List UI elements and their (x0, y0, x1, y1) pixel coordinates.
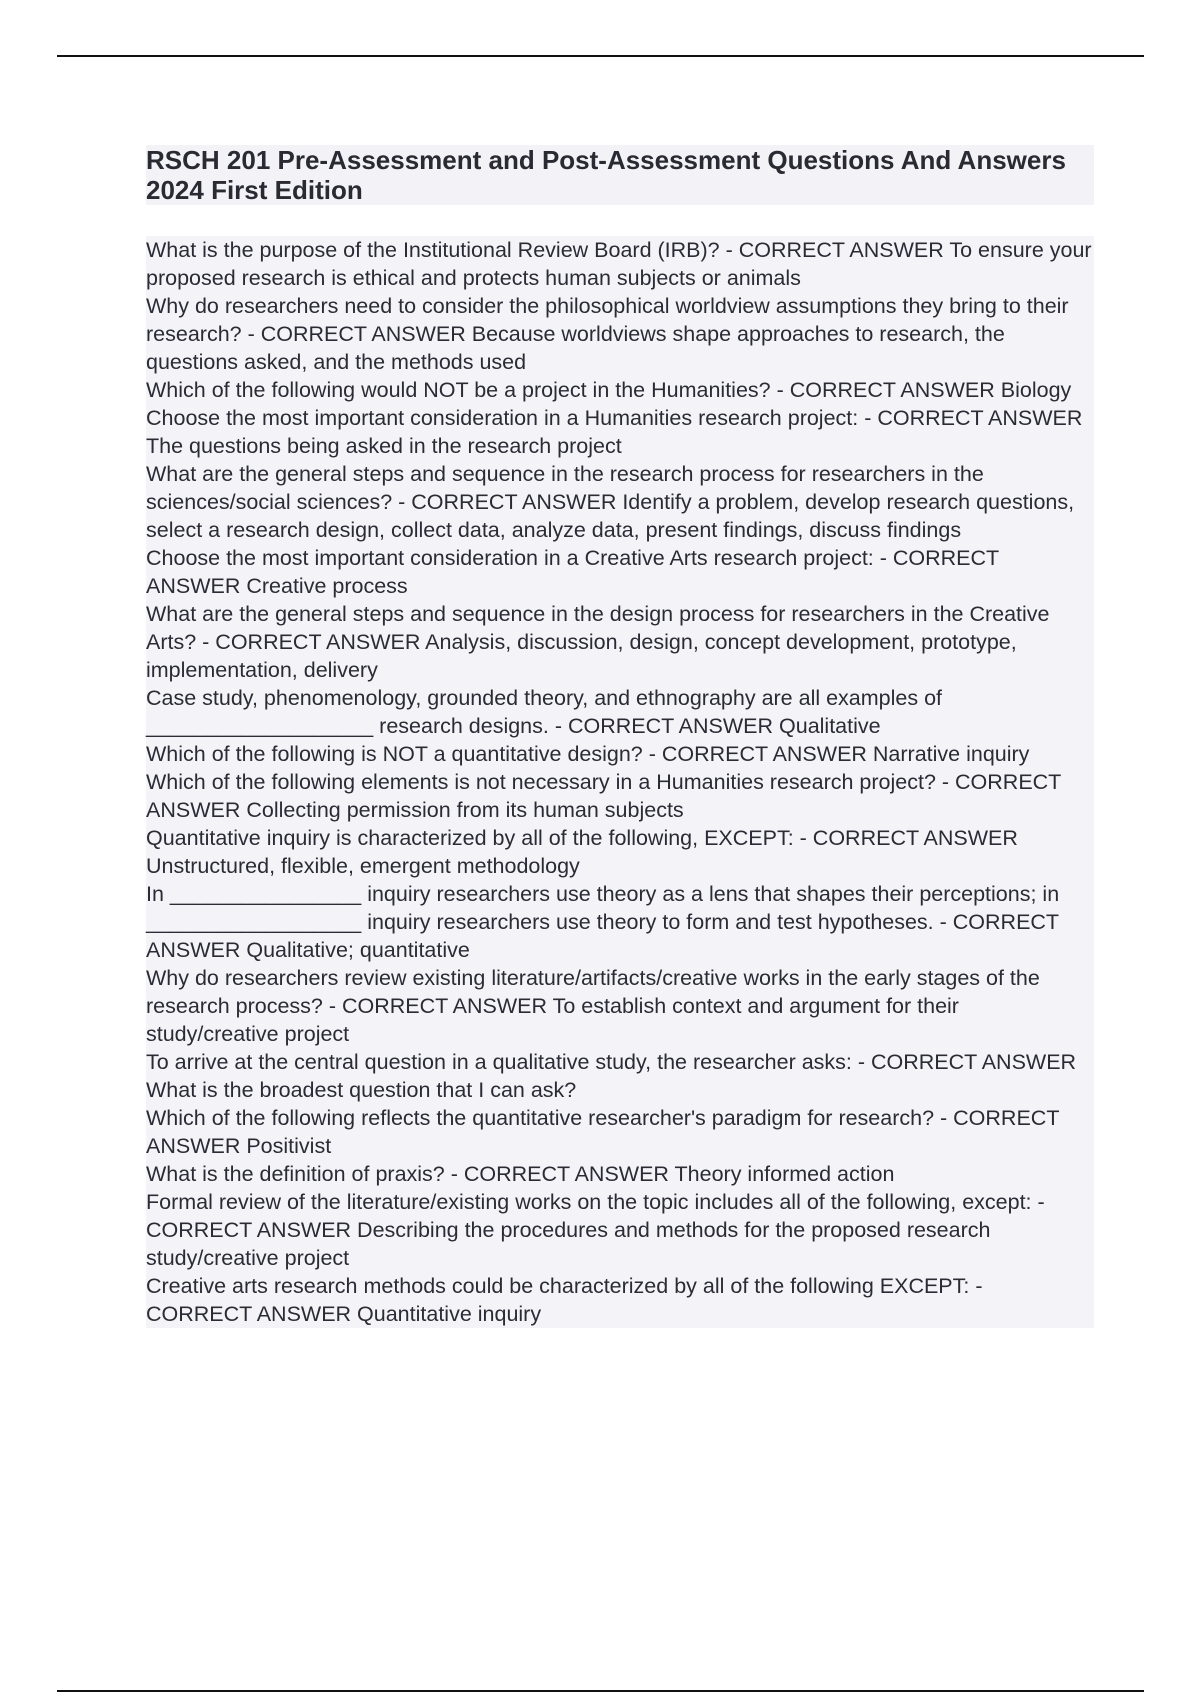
qa-item: What is the purpose of the Institutional Review Board (IRB)? - CORRECT ANSWER To ensure your proposed research is ethical and protects human subjects or animals (146, 236, 1094, 292)
qa-item: Which of the following reflects the quantitative researcher's paradigm for research? - CORRECT ANSWER Positivist (146, 1104, 1094, 1160)
qa-item: Why do researchers need to consider the philosophical worldview assumptions they bring to their research? - CORRECT ANSWER Because worldviews shape approaches to research, the questions asked, and the methods used (146, 292, 1094, 376)
qa-item: Which of the following would NOT be a project in the Humanities? - CORRECT ANSWER Biology (146, 376, 1094, 404)
title-block (146, 145, 1094, 205)
qa-list (146, 236, 1094, 1328)
qa-item: What are the general steps and sequence in the design process for researchers in the Creative Arts? - CORRECT ANSWER Analysis, discussion, design, concept development, prototype, implementation, delivery (146, 600, 1094, 684)
qa-item: Why do researchers review existing literature/artifacts/creative works in the early stages of the research process? - CORRECT ANSWER To establish context and argument for their study/creative project (146, 964, 1094, 1048)
qa-item: To arrive at the central question in a qualitative study, the researcher asks: - CORRECT ANSWER What is the broadest question that I can ask? (146, 1048, 1094, 1104)
bottom-divider (57, 1690, 1144, 1692)
qa-item: Creative arts research methods could be characterized by all of the following EXCEPT: - CORRECT ANSWER Quantitative inquiry (146, 1272, 1094, 1328)
qa-item: What is the definition of praxis? - CORRECT ANSWER Theory informed action (146, 1160, 1094, 1188)
qa-item: Formal review of the literature/existing works on the topic includes all of the following, except: - CORRECT ANSWER Describing the procedures and methods for the proposed research study/creative project (146, 1188, 1094, 1272)
document-title: RSCH 201 Pre-Assessment and Post-Assessment Questions And Answers 2024 First Edition (146, 145, 1066, 205)
top-divider (57, 55, 1144, 57)
qa-item: Case study, phenomenology, grounded theory, and ethnography are all examples of ___________________ research designs. - CORRECT ANSWER Qualitative (146, 684, 1094, 740)
qa-item: Which of the following is NOT a quantitative design? - CORRECT ANSWER Narrative inquiry (146, 740, 1094, 768)
qa-item: What are the general steps and sequence in the research process for researchers in the sciences/social sciences? - CORRECT ANSWER Identify a problem, develop research questions, select a research design, collect data, analyze data, present findings, discuss findings (146, 460, 1094, 544)
qa-item: Choose the most important consideration in a Creative Arts research project: - CORRECT ANSWER Creative process (146, 544, 1094, 600)
qa-item: Which of the following elements is not necessary in a Humanities research project? - CORRECT ANSWER Collecting permission from its human subjects (146, 768, 1094, 824)
qa-item: In ________________ inquiry researchers use theory as a lens that shapes their perceptions; in __________________ inquiry researchers use theory to form and test hypotheses. - CORRECT ANSWER Qualitative; quantitative (146, 880, 1094, 964)
qa-item: Quantitative inquiry is characterized by all of the following, EXCEPT: - CORRECT ANSWER Unstructured, flexible, emergent methodology (146, 824, 1094, 880)
qa-item: Choose the most important consideration in a Humanities research project: - CORRECT ANSWER The questions being asked in the research project (146, 404, 1094, 460)
